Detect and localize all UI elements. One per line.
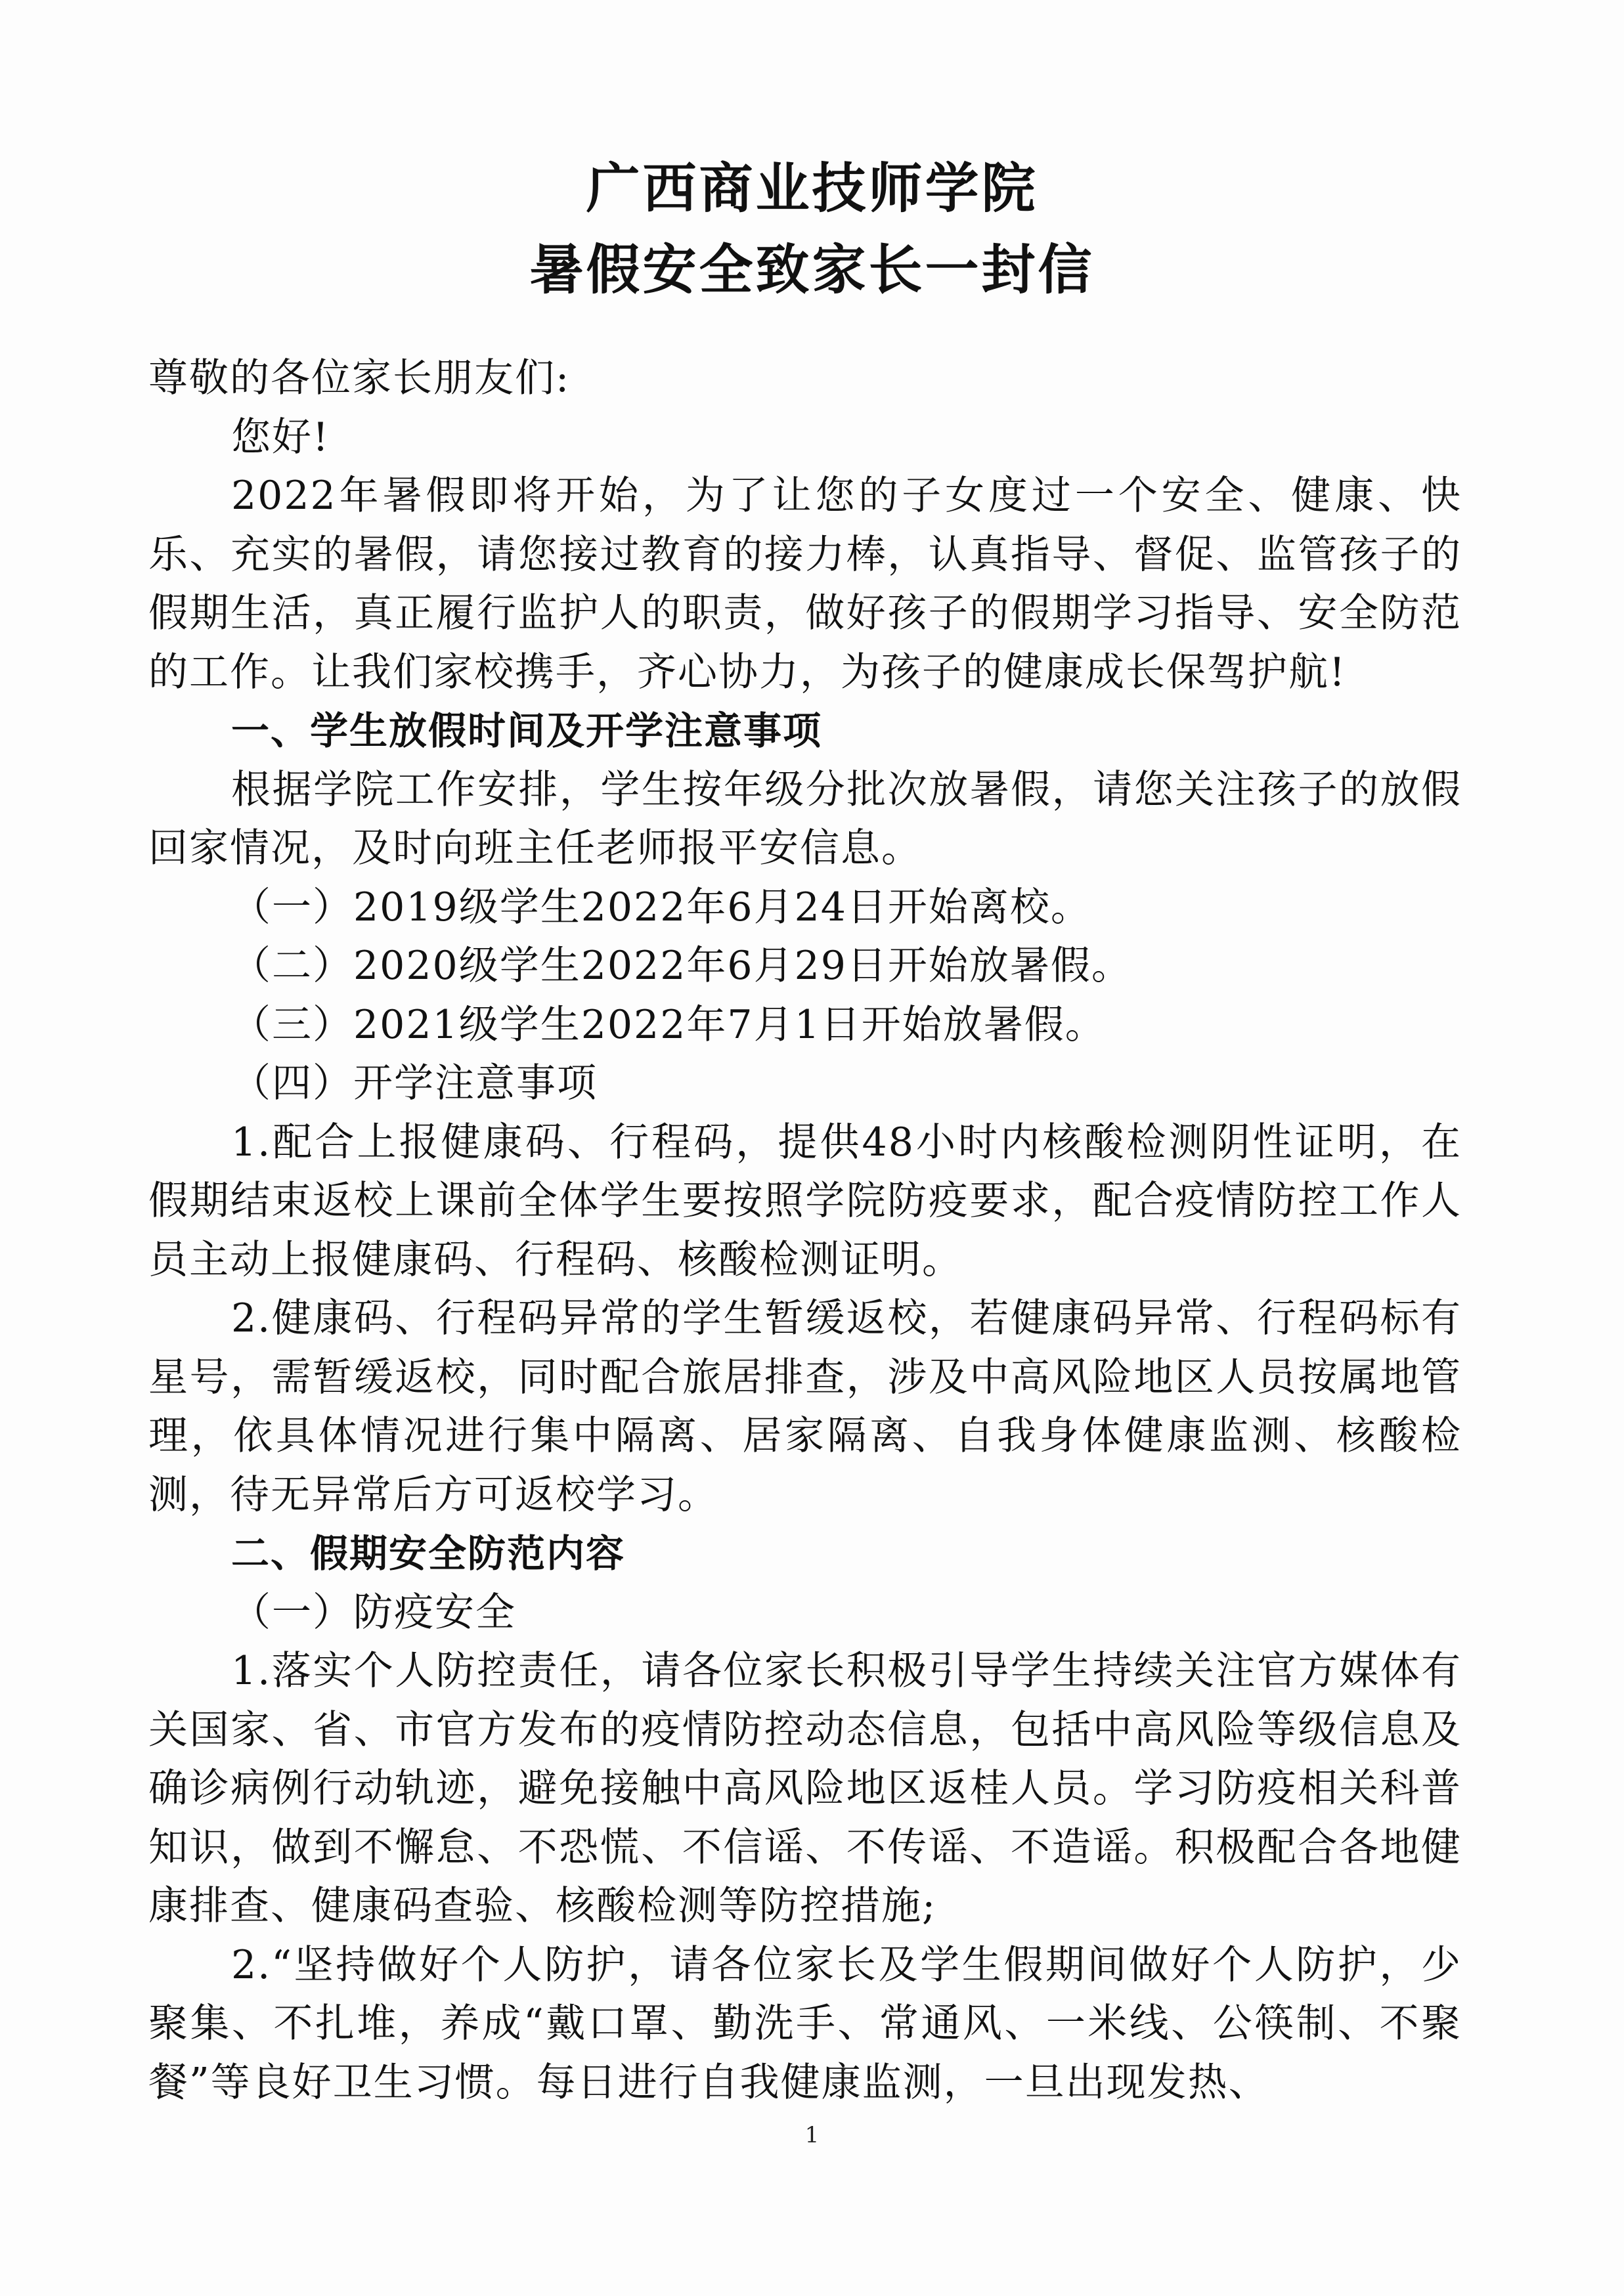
section1-item: （一）2019级学生2022年6月24日开始离校。 [231,884,1091,930]
section1-note: 2.健康码、行程码异常的学生暂缓返校，若健康码异常、行程码标有星号，需暂缓返校，同时配合旅居排查，涉及中高风险地区人员按属地管理，依具体情况进行集中隔离、居家隔离、自我身体健康监测、核酸检测，待无异常后方可返校学习。 [148,1295,1462,1518]
letter-body [148,349,1462,2112]
greeting: 您好! [231,414,330,460]
section1-intro: 根据学院工作安排，学生按年级分批次放暑假，请您关注孩子的放假回家情况，及时向班主任老师报平安信息。 [148,766,1462,871]
document-title-line1: 广西商业技师学院 [586,158,1038,220]
page-number: 1 [804,2122,820,2148]
section1-item: （三）2021级学生2022年7月1日开始放暑假。 [231,1001,1106,1048]
section1-item: （四）开学注意事项 [231,1060,598,1106]
section2-point: 1.落实个人防控责任，请各位家长积极引导学生持续关注官方媒体有关国家、省、市官方发布的疫情防控动态信息，包括中高风险等级信息及确诊病例行动轨迹，避免接触中高风险地区返桂人员。学习防疫相关科普知识，做到不懈怠、不恐慌、不信谣、不传谣、不造谣。积极配合各地健康排查、健康码查验、核酸检测等防控措施; [148,1648,1462,1929]
section2-subheading: （一）防疫安全 [231,1589,516,1635]
section1-heading: 一、学生放假时间及开学注意事项 [231,708,823,753]
intro-paragraph: 2022年暑假即将开始，为了让您的子女度过一个安全、健康、快乐、充实的暑假，请您接过教育的接力棒，认真指导、督促、监管孩子的假期生活，真正履行监护人的职责，做好孩子的假期学习指导、安全防范的工作。让我们家校携手，齐心协力，为孩子的健康成长保驾护航! [148,473,1462,695]
section2-heading: 二、假期安全防范内容 [231,1531,626,1576]
section1-item: （二）2020级学生2022年6月29日开始放暑假。 [231,943,1132,989]
section2-point: 2.“坚持做好个人防护，请各位家长及学生假期间做好个人防护，少聚集、不扎堆，养成“戴口罩、勤洗手、常通风、一米线、公筷制、不聚餐”等良好卫生习惯。每日进行自我健康监测，一旦出现发热、 [148,1941,1462,2106]
salutation: 尊敬的各位家长朋友们: [148,355,571,401]
document-title-line2: 暑假安全致家长一封信 [529,239,1095,301]
section1-note: 1.配合上报健康码、行程码，提供48小时内核酸检测阴性证明，在假期结束返校上课前全体学生要按照学院防疫要求，配合疫情防控工作人员主动上报健康码、行程码、核酸检测证明。 [148,1119,1462,1283]
